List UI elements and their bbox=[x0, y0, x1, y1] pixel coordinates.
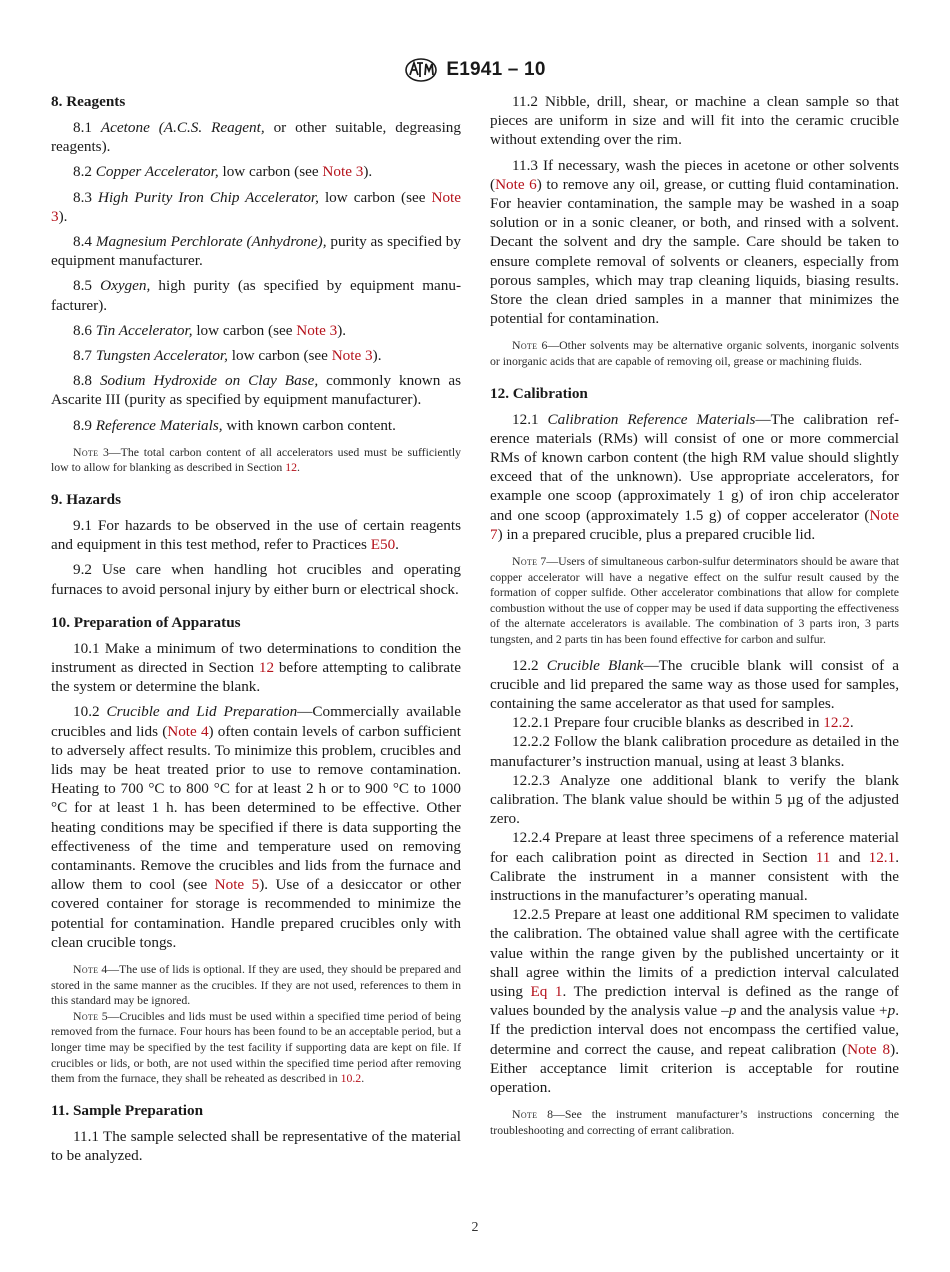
note-7-link[interactable]: Note 7 bbox=[490, 506, 899, 543]
paragraph-12-2-5: 12.2.5 Prepare at least one additional RM specimen to validate the calibration. The obtained value shall agree with the certificate value within the range given by the published uncertainty or it shall agree within the limits of a prediction interval calculated using Eq 1. The prediction interval is defined as the range of values bounded by the analysis value –p and the analysis value +p. If the prediction interval does not encompass the certified value, determine and correct the cause, and repeat calibration (Note 8). Either acceptance limit criterion is acceptable for routine operation. bbox=[490, 906, 899, 1097]
section-heading: 12. Calibration bbox=[490, 384, 588, 402]
section-12-2-link[interactable]: 12.2 bbox=[823, 714, 850, 732]
paragraph-12-2-3: 12.2.3 Analyze one additional blank to verify the blank calibration. The blank value should be within 5 µg of the adjusted zero. bbox=[490, 771, 899, 828]
e50-link[interactable]: E50 bbox=[370, 536, 396, 554]
note-6-link[interactable]: Note 6 bbox=[495, 175, 537, 193]
astm-logo-icon bbox=[404, 57, 438, 83]
paragraph-10-2: 10.2 Crucible and Lid Preparation—Commercially available crucibles and lids (Note 4) often contain levels of carbon sufficient to adversely affect results. To minimize this problem, crucibles and lids may be heat treated prior to use to remove contamination. Heating to 700 °C to 800 °C for at least 2 h or to 900 °C to 1000 °C for at least 1 h. has been determined to be effective. Other heating conditions may be specified if there is data supporting the effectiveness of the time and temperature used on removing contaminants. Remove the crucibles and lids from the furnace and allow them to cool (see Note 5). Use of a desiccator or other covered container for storage is recommended to minimize the potential for contamination. Handle prepared crucibles only with clean crucible tongs. bbox=[51, 703, 461, 951]
section-10-2-link[interactable]: 10.2 bbox=[340, 1071, 362, 1086]
note-5-link[interactable]: Note 5 bbox=[214, 876, 260, 894]
page-number: 2 bbox=[471, 1220, 479, 1235]
note-5: Note 5—Crucibles and lids must be used within a specified time period of being removed from the furnace. Four hours has been found to be an acceptable period, but a longer time may be specified by the test facility if supporting data are kept on file. If crucibles or lids, or both, are not used within the specified time period after removing them from the furnace, they shall be reheated as described in 10.2. bbox=[51, 1008, 461, 1086]
section-heading: 8. Reagents bbox=[51, 93, 126, 110]
left-column bbox=[51, 92, 461, 1171]
section-12-1-link[interactable]: 12.1 bbox=[868, 848, 896, 866]
note-8: Note 8—See the instrument manufacturer’s instructions concerning the troubleshooting and correcting of errant calibration. bbox=[490, 1107, 899, 1137]
paragraph-9-1: 9.1 For hazards to be observed in the use of certain reagents and equipment in this test method, refer to Practices E50. bbox=[51, 517, 461, 554]
paragraph-8-3: 8.3 High Purity Iron Chip Accelerator, low carbon (see Note 3). bbox=[51, 188, 462, 225]
paragraph-11-2: 11.2 Nibble, drill, shear, or machine a clean sample so that pieces are uniform in size and will fit into the ceramic crucible without extending over the rim. bbox=[490, 93, 899, 149]
paragraph-8-9: 8.9 Reference Materials, with known carbon content. bbox=[73, 416, 396, 434]
note-3-link[interactable]: Note 3 bbox=[322, 163, 364, 181]
paragraph-11-1: 11.1 The sample selected shall be representative of the material to be analyzed. bbox=[51, 1127, 461, 1165]
paragraph-12-2-1: 12.2.1 Prepare four crucible blanks as described in 12.2. bbox=[512, 714, 854, 732]
section-11-continued bbox=[490, 92, 899, 370]
paragraph-8-7: 8.7 Tungsten Accelerator, low carbon (see Note 3). bbox=[73, 347, 382, 365]
note-6: Note 6—Other solvents may be alternative organic solvents, inorganic solvents or inorganic acids that are capable of removing oil, grease or machining fluids. bbox=[490, 338, 899, 369]
paragraph-8-5: 8.5 Oxygen, high purity (as specified by equipment manufacturer). bbox=[51, 277, 462, 314]
section-10-preparation-of-apparatus bbox=[51, 613, 461, 1087]
note-3-link[interactable]: Note 3 bbox=[331, 347, 373, 365]
paragraph-12-2-4: 12.2.4 Prepare at least three specimens of a reference material for each calibration point as directed in Section 11 and 12.1. Calibrate the instrument in a manner consistent with the instructions in the manufacturer’s operating manual. bbox=[490, 829, 899, 905]
paragraph-8-8: 8.8 Sodium Hydroxide on Clay Base, commonly known as Ascarite III (purity as specified by equipment manufacturer). bbox=[51, 372, 461, 409]
notes-4-5 bbox=[51, 962, 461, 1087]
paragraph-11-3: 11.3 If necessary, wash the pieces in acetone or other solvents (Note 6) to remove any oil, grease, or cutting fluid contamination. For heavier contamination, the sample may be washed in a soap solution or in a sonic cleaner, or both, and rinsed with a solvent. Decant the solvent and dry the sample. Care should be taken to ensure complete removal of solvents or cleaners, especially from porous samples, which may trap cleaning liquids, biasing results. Store the clean dried samples in a manner that minimizes the potential for contamination. bbox=[490, 156, 899, 328]
paragraph-8-6: 8.6 Tin Accelerator, low carbon (see Note 3). bbox=[73, 321, 347, 339]
paragraph-8-2: 8.2 Copper Accelerator, low carbon (see Note 3). bbox=[73, 163, 373, 181]
section-12-calibration bbox=[490, 384, 899, 1139]
note-7: Note 7—Users of simultaneous carbon-sulfur determinators should be aware that copper accelerator will have a negative effect on the sulfur result caused by the formation of copper sulfide. Other accelerator combinations that allow for complete combustion without the use of copper may be used if data supporting the effectiveness of the alternate accelerators is available. The combination of 3 parts iron, 3 parts tungsten, and 2 parts tin has been found effective for carbon and sulfur. bbox=[490, 554, 899, 647]
section-11-link[interactable]: 11 bbox=[815, 848, 831, 866]
paragraph-10-1: 10.1 Make a minimum of two determinations to condition the instrument as directed in Section 12 before attempting to calibrate the system or determine the blank. bbox=[51, 639, 462, 696]
section-12-link[interactable]: 12 bbox=[285, 460, 298, 475]
note-8-link[interactable]: Note 8 bbox=[847, 1040, 891, 1058]
note-4-link[interactable]: Note 4 bbox=[167, 722, 209, 740]
section-11-sample-preparation bbox=[51, 1101, 461, 1165]
section-8-reagents bbox=[51, 92, 461, 476]
paragraph-12-2: 12.2 Crucible Blank—The crucible blank will consist of a crucible and lid prepared the same way as those used for samples, containing the same accelerator as that used for samples. bbox=[490, 656, 900, 713]
page-header bbox=[0, 56, 950, 84]
section-heading: 11. Sample Preparation bbox=[51, 1101, 204, 1119]
note-3-link[interactable]: Note 3 bbox=[296, 321, 338, 339]
paragraph-12-1: 12.1 Calibration Reference Materials—The calibration reference materials (RMs) will consist of one or more commercial RMs of known carbon content (the high RM value should slightly exceed that of the unknown). Use appropriate accelerators, for example one scoop (approximately 1 g) of iron chip accelerator and one scoop (approximately 1.5 g) of copper accelerator (Note 7) in a prepared crucible, plus a prepared crucible lid. bbox=[490, 410, 899, 543]
section-9-hazards bbox=[51, 490, 461, 599]
document-id: E1941 – 10 bbox=[446, 59, 546, 80]
paragraph-8-1: 8.1 Acetone (A.C.S. Reagent, or other suitable, degreasing reagents). bbox=[51, 119, 461, 156]
equation-1-link[interactable]: Eq 1 bbox=[530, 983, 563, 1001]
note-3: Note 3—The total carbon content of all accelerators used must be sufficiently low to allow for blanking as described in Section 12. bbox=[51, 444, 461, 475]
paragraph-9-2: 9.2 Use care when handling hot crucibles and operating furnaces to avoid personal injury by either burn or electrical shock. bbox=[51, 561, 461, 598]
paragraph-12-2-2: 12.2.2 Follow the blank calibration procedure as detailed in the manufacturer’s instruction manual, using at least 3 blanks. bbox=[490, 733, 899, 770]
note-4: Note 4—The use of lids is optional. If they are used, they should be prepared and stored in the same manner as the crucibles. If they are not used, references to them in this standard may be ignored. bbox=[51, 962, 461, 1008]
section-12-link[interactable]: 12 bbox=[258, 659, 275, 677]
note-3-link[interactable]: Note 3 bbox=[51, 188, 462, 225]
paragraph-8-4: 8.4 Magnesium Perchlorate (Anhydrone), purity as specified by equipment manufacturer. bbox=[51, 233, 461, 270]
section-heading: 10. Preparation of Apparatus bbox=[51, 613, 241, 631]
right-column bbox=[490, 92, 899, 1152]
section-heading: 9. Hazards bbox=[51, 491, 122, 509]
